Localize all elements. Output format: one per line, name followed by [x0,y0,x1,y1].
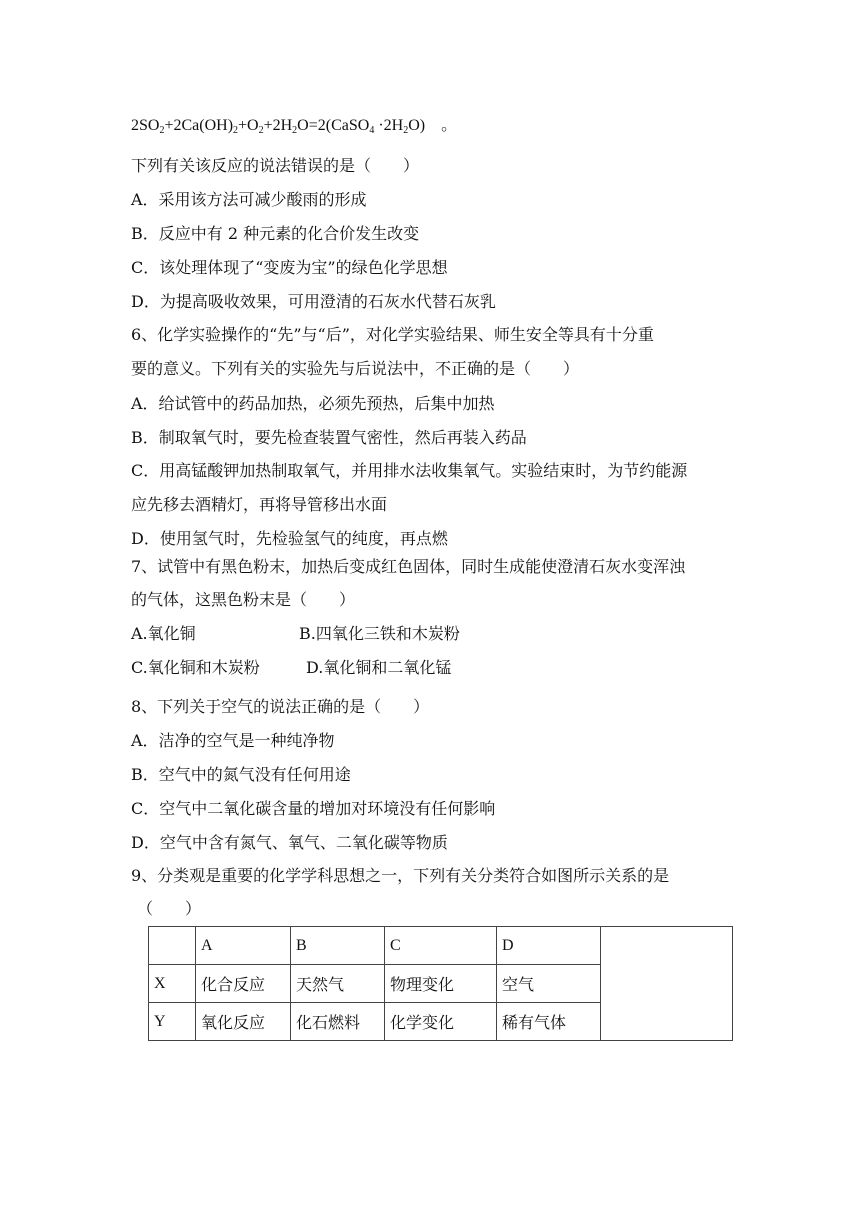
chemical-equation [131,116,457,136]
eq-subscript: 4 [369,125,375,136]
table-cell [149,927,196,965]
q8-option-a: A．洁净的空气是一种纯净物 [131,731,335,750]
q6-option-d: D．使用氢气时，先检验氢气的纯度，再点燃 [131,529,448,548]
q7-option-a: A.氧化铜 [131,624,196,643]
table-cell: Y [149,1003,196,1041]
q5-option-d: D．为提高吸收效果，可用澄清的石灰水代替石灰乳 [131,292,496,311]
q7-option-d: D.氧化铜和二氧化锰 [306,658,452,677]
eq-subscript: 2 [403,125,409,136]
table-cell: 化学变化 [385,1003,497,1041]
classification-table [148,926,733,1041]
q5-option-c: C．该处理体现了“变废为宝”的绿色化学思想 [131,258,448,277]
q8-option-b: B．空气中的氮气没有任何用途 [131,765,351,784]
q8-option-c: C．空气中二氧化碳含量的增加对环境没有任何影响 [131,799,496,818]
eq-part: +O [238,117,259,134]
table-cell: D [497,927,601,965]
diagram-cell [601,927,733,1041]
table-cell: A [196,927,291,965]
eq-part: O) 。 [408,117,458,134]
table-cell: C [385,927,497,965]
q8-option-d: D．空气中含有氮气、氧气、二氧化碳等物质 [131,833,448,852]
eq-subscript: 2 [258,125,264,136]
table-cell: 天然气 [291,965,385,1003]
eq-part: +2Ca(OH) [164,117,234,134]
table-header-row [149,927,733,965]
eq-part: ·2H [374,117,404,134]
q7-option-c: C.氧化铜和木炭粉 [131,658,260,677]
q7-option-b: B.四氧化三铁和木炭粉 [299,624,460,643]
table-cell: 化合反应 [196,965,291,1003]
q9-stem-line1: 9、分类观是重要的化学学科思想之一，下列有关分类符合如图所示关系的是 [131,866,670,885]
q8-stem: 8、下列关于空气的说法正确的是（ ） [131,697,430,716]
eq-subscript: 2 [159,125,165,136]
eq-part: O=2(CaSO [297,117,370,134]
table-cell: 氧化反应 [196,1003,291,1041]
eq-part: 2SO [131,117,160,134]
q6-option-b: B．制取氧气时，要先检查装置气密性，然后再装入药品 [131,428,527,447]
table-cell: X [149,965,196,1003]
table-cell: 物理变化 [385,965,497,1003]
q6-option-c-line2: 应先移去酒精灯，再将导管移出水面 [131,495,388,514]
table-cell: B [291,927,385,965]
eq-subscript: 2 [292,125,298,136]
q7-stem-line1: 7、试管中有黑色粉末，加热后变成红色固体，同时生成能使澄清石灰水变浑浊 [131,557,686,576]
table-cell: 空气 [497,965,601,1003]
q6-option-c-line1: C．用高锰酸钾加热制取氧气，并用排水法收集氧气。实验结束时，为节约能源 [131,461,688,480]
table-cell: 化石燃料 [291,1003,385,1041]
eq-part: +2H [263,117,293,134]
q5-option-a: A．采用该方法可减少酸雨的形成 [131,190,367,209]
q6-stem-line1: 6、化学实验操作的“先”与“后”，对化学实验结果、师生安全等具有十分重 [131,325,654,344]
q6-option-a: A．给试管中的药品加热，必须先预热，后集中加热 [131,394,495,413]
table-cell: 稀有气体 [497,1003,601,1041]
q7-stem-line2: 的气体，这黑色粉末是（ ） [131,590,356,609]
q6-stem-line2: 要的意义。下列有关的实验先与后说法中，不正确的是（ ） [131,359,580,378]
q5-stem: 下列有关该反应的说法错误的是（ ） [131,156,420,175]
eq-subscript: 2 [233,125,239,136]
q5-option-b: B．反应中有 2 种元素的化合价发生改变 [131,224,420,243]
q9-stem-line2: （ ） [137,899,202,918]
